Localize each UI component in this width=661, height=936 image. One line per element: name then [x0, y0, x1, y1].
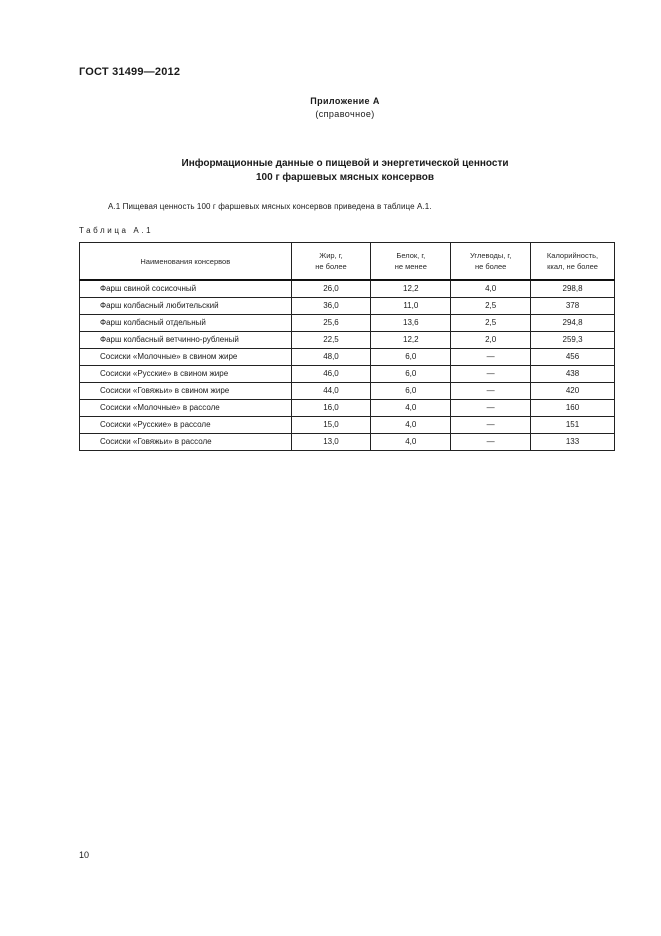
- column-header-line2: ккал, не более: [547, 262, 598, 271]
- table-row: [80, 417, 615, 434]
- column-header-line1: Углеводы, г,: [470, 251, 512, 260]
- column-header-line2: не более: [474, 262, 507, 271]
- table-row: [80, 349, 615, 366]
- cell-calories: 456: [531, 349, 615, 366]
- cell-product-name: Сосиски «Русские» в свином жире: [80, 366, 292, 383]
- cell-product-name: Сосиски «Говяжьи» в свином жире: [80, 383, 292, 400]
- table-body: [80, 280, 615, 451]
- appendix-kind: (справочное): [315, 109, 375, 119]
- cell-carbs: —: [451, 417, 531, 434]
- section-heading-line1: Информационные данные о пищевой и энергетической ценности: [181, 158, 509, 169]
- cell-fat: 48,0: [291, 349, 371, 366]
- cell-product-name: Фарш колбасный любительский: [80, 298, 292, 315]
- cell-calories: 298,8: [531, 280, 615, 298]
- cell-fat: 16,0: [291, 400, 371, 417]
- column-header-calories: [531, 243, 615, 281]
- table-row: [80, 298, 615, 315]
- cell-calories: 420: [531, 383, 615, 400]
- cell-protein: 12,2: [371, 332, 451, 349]
- cell-product-name: Фарш свиной сосисочный: [80, 280, 292, 298]
- nutrition-table: [79, 242, 615, 451]
- document-code: ГОСТ 31499—2012: [79, 66, 181, 78]
- cell-protein: 4,0: [371, 417, 451, 434]
- column-header-line1: Наименования консервов: [140, 256, 231, 266]
- cell-carbs: —: [451, 383, 531, 400]
- column-header-line1: Белок, г,: [396, 251, 426, 260]
- page-number: 10: [79, 850, 90, 860]
- column-header-line1: Жир, г,: [319, 251, 343, 260]
- section-heading-line2: 100 г фаршевых мясных консервов: [256, 172, 434, 183]
- cell-product-name: Фарш колбасный отдельный: [80, 315, 292, 332]
- cell-carbs: —: [451, 400, 531, 417]
- cell-carbs: 2,0: [451, 332, 531, 349]
- cell-calories: 438: [531, 366, 615, 383]
- cell-carbs: —: [451, 349, 531, 366]
- cell-calories: 378: [531, 298, 615, 315]
- cell-fat: 15,0: [291, 417, 371, 434]
- cell-fat: 26,0: [291, 280, 371, 298]
- table-row: [80, 400, 615, 417]
- cell-calories: 133: [531, 434, 615, 451]
- cell-product-name: Сосиски «Русские» в рассоле: [80, 417, 292, 434]
- cell-protein: 13,6: [371, 315, 451, 332]
- column-header-line1: Калорийность,: [546, 251, 599, 260]
- cell-protein: 11,0: [371, 298, 451, 315]
- cell-carbs: 2,5: [451, 315, 531, 332]
- cell-protein: 4,0: [371, 434, 451, 451]
- cell-calories: 160: [531, 400, 615, 417]
- cell-product-name: Сосиски «Молочные» в рассоле: [80, 400, 292, 417]
- cell-carbs: 2,5: [451, 298, 531, 315]
- cell-product-name: Сосиски «Говяжьи» в рассоле: [80, 434, 292, 451]
- table-caption: Таблица А.1: [79, 226, 154, 235]
- cell-product-name: Фарш колбасный ветчинно-рубленый: [80, 332, 292, 349]
- table-row: [80, 434, 615, 451]
- cell-protein: 6,0: [371, 366, 451, 383]
- cell-fat: 46,0: [291, 366, 371, 383]
- table-row: [80, 366, 615, 383]
- cell-carbs: 4,0: [451, 280, 531, 298]
- cell-calories: 151: [531, 417, 615, 434]
- cell-calories: 294,8: [531, 315, 615, 332]
- intro-paragraph: А.1 Пищевая ценность 100 г фаршевых мясных консервов приведена в таблице А.1.: [108, 202, 432, 211]
- appendix-title: Приложение А: [310, 96, 380, 106]
- column-header-carbs: [451, 243, 531, 281]
- table-row: [80, 315, 615, 332]
- cell-fat: 36,0: [291, 298, 371, 315]
- cell-protein: 6,0: [371, 349, 451, 366]
- cell-protein: 12,2: [371, 280, 451, 298]
- column-header-protein: [371, 243, 451, 281]
- table-row: [80, 280, 615, 298]
- column-header-line2: не более: [315, 262, 347, 271]
- cell-calories: 259,3: [531, 332, 615, 349]
- cell-protein: 4,0: [371, 400, 451, 417]
- cell-fat: 25,6: [291, 315, 371, 332]
- cell-carbs: —: [451, 434, 531, 451]
- cell-fat: 22,5: [291, 332, 371, 349]
- cell-carbs: —: [451, 366, 531, 383]
- column-header-line2: не менее: [394, 262, 427, 271]
- column-header-fat: [291, 243, 371, 281]
- table-header-row: [80, 243, 615, 281]
- cell-protein: 6,0: [371, 383, 451, 400]
- table-row: [80, 383, 615, 400]
- cell-product-name: Сосиски «Молочные» в свином жире: [80, 349, 292, 366]
- cell-fat: 13,0: [291, 434, 371, 451]
- table-row: [80, 332, 615, 349]
- cell-fat: 44,0: [291, 383, 371, 400]
- column-header-name: [80, 243, 292, 281]
